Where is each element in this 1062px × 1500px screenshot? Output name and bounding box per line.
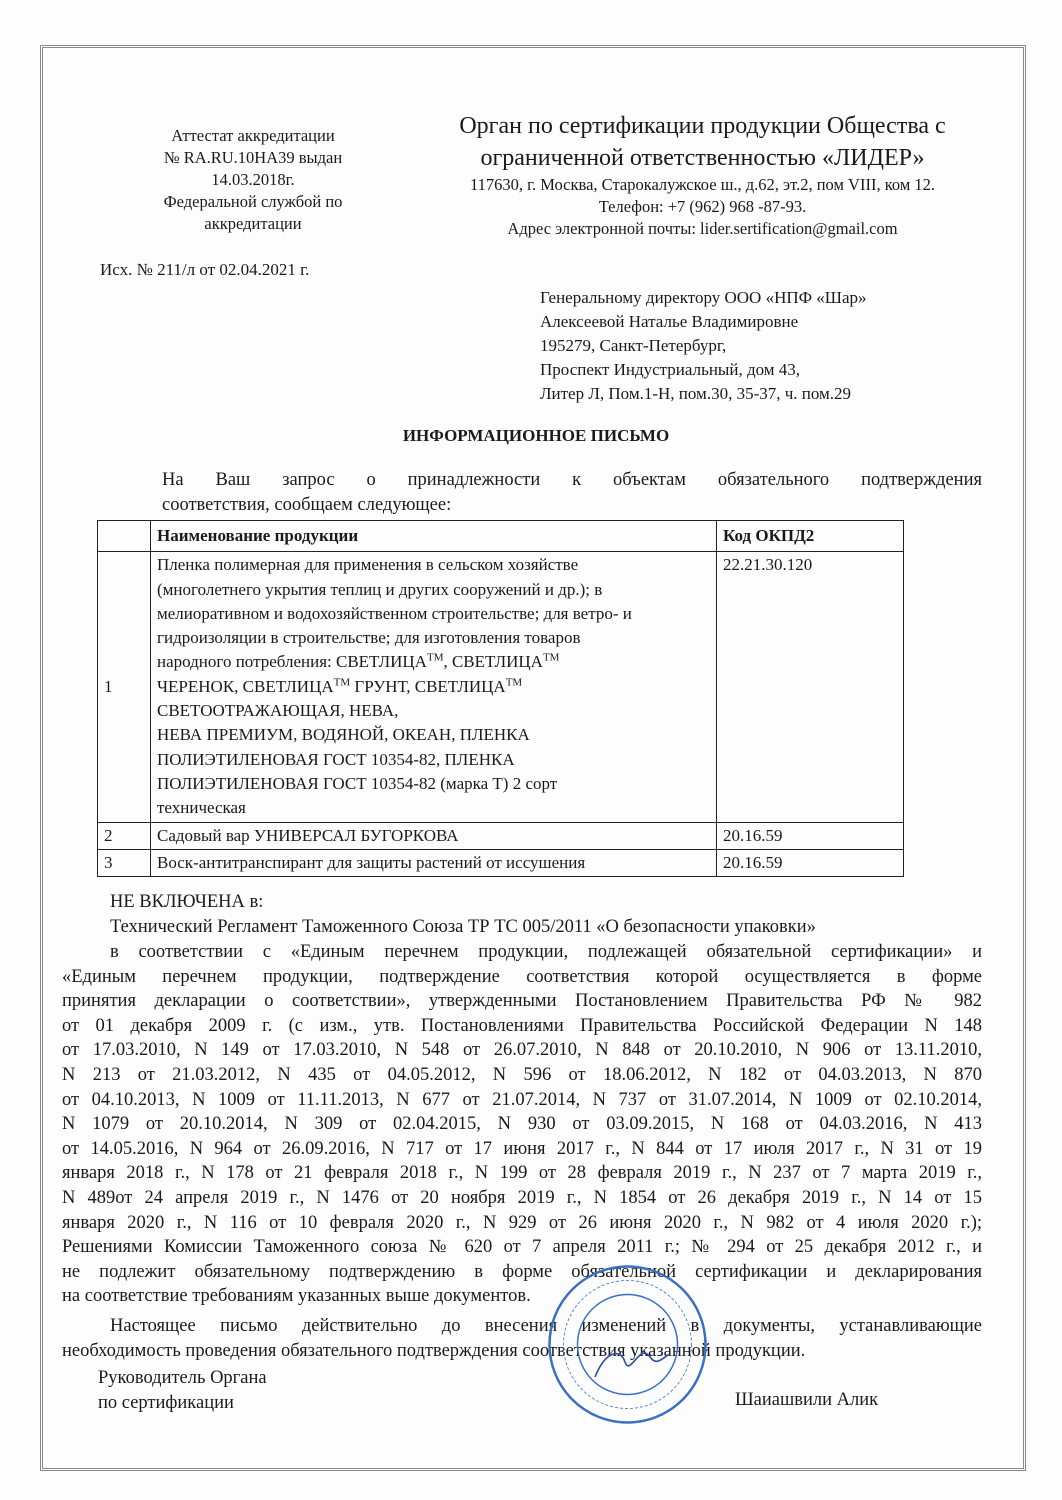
row-number: 3 bbox=[98, 849, 151, 876]
accreditation-line: Федеральной службой по bbox=[163, 192, 343, 211]
product-name-line: гидроизоляции в строительстве; для изготовления товаров bbox=[157, 628, 581, 648]
org-name: ограниченной ответственностью «ЛИДЕР» bbox=[480, 145, 925, 171]
intro-line: соответствия, сообщаем следующее: bbox=[162, 494, 452, 515]
column-header-number bbox=[98, 521, 151, 552]
product-name-line: народного потребления: СВЕТЛИЦА™, СВЕТЛИЦА™ bbox=[157, 651, 560, 672]
body-line: от 01 декабря 2009 г. (с изм., утв. Постановлениями Правительства Российской Федерации N 148 bbox=[62, 1015, 982, 1036]
body-line: принятия декларации о соответствии», утвержденными Постановлением Правительства РФ № 982 bbox=[62, 991, 982, 1012]
regulation-reference: Технический Регламент Таможенного Союза ТР ТС 005/2011 «О безопасности упаковки» bbox=[110, 917, 816, 937]
body-line: Решениями Комиссии Таможенного союза № 620 от 7 апреля 2011 г.; № 294 от 25 декабря 2012 г., и bbox=[62, 1237, 982, 1258]
product-name-line: ПОЛИЭТИЛЕНОВАЯ ГОСТ 10354-82, ПЛЕНКА bbox=[157, 749, 515, 769]
table-header-row bbox=[98, 521, 904, 552]
accreditation-line: № RA.RU.10НА39 выдан bbox=[163, 148, 343, 167]
role-line: Руководитель Органа bbox=[98, 1368, 267, 1388]
product-name-line: (многолетнего укрытия теплиц и других сооружений и др.); в bbox=[157, 579, 603, 599]
validity-line: Настоящее письмо действительно до внесения изменений в документы, устанавливающие bbox=[110, 1316, 982, 1336]
body-line: января 2018 г., N 178 от 21 февраля 2018 г., N 199 от 28 февраля 2019 г., N 237 от 7 марта 2019 г., bbox=[62, 1163, 982, 1184]
product-name-line: СВЕТООТРАЖАЮЩАЯ, НЕВА, bbox=[157, 701, 399, 721]
accreditation-line: Аттестат аккредитации bbox=[171, 126, 335, 145]
table-row bbox=[98, 822, 904, 849]
recipient-line: Проспект Индустриальный, дом 43, bbox=[540, 360, 801, 379]
product-code: 20.16.59 bbox=[717, 822, 904, 849]
body-line: от 14.05.2016, N 964 от 26.09.2016, N 717 от 17 июня 2017 г., N 844 от 17 июля 2017 г., N 31 от 19 bbox=[62, 1138, 982, 1159]
body-line: N 213 от 21.03.2012, N 435 от 04.05.2012, N 596 от 18.06.2012, N 182 от 04.03.2013, N 870 bbox=[62, 1064, 982, 1085]
accreditation-line: 14.03.2018г. bbox=[211, 170, 295, 189]
body-line: января 2020 г., N 116 от 10 февраля 2020 г., N 929 от 26 июня 2020 г., N 982 от 4 июля 2020 г.); bbox=[62, 1212, 982, 1233]
recipient-line: Алексеевой Наталье Владимировне bbox=[540, 312, 799, 331]
signatory-name: Шаиашвили Алик bbox=[735, 1390, 879, 1410]
table-row bbox=[98, 552, 904, 822]
body-line: на соответствие требованиям указанных выше документов. bbox=[62, 1286, 531, 1307]
product-name-line: ПОЛИЭТИЛЕНОВАЯ ГОСТ 10354-82 (марка Т) 2 сорт bbox=[157, 773, 558, 793]
intro-line: На Ваш запрос о принадлежности к объектам обязательного подтверждения bbox=[162, 470, 982, 490]
row-number: 1 bbox=[98, 552, 151, 822]
accreditation-line: аккредитации bbox=[204, 214, 302, 233]
not-included-label: НЕ ВКЛЮЧЕНА в: bbox=[110, 892, 264, 912]
product-name: Воск-антитранспирант для защиты растений от иссушения bbox=[151, 849, 717, 876]
letter-title: ИНФОРМАЦИОННОЕ ПИСЬМО bbox=[402, 426, 670, 445]
products-table bbox=[97, 520, 904, 877]
role-line: по сертификации bbox=[98, 1392, 234, 1413]
validity-line: необходимость проведения обязательного подтверждения соответствия указанной продукции. bbox=[62, 1340, 806, 1361]
org-address: 117630, г. Москва, Старокалужское ш., д.62, эт.2, пом VIII, ком 12. bbox=[469, 175, 936, 194]
organization-header bbox=[430, 110, 975, 240]
recipient-line: Литер Л, Пом.1-Н, пом.30, 35-37, ч. пом.29 bbox=[540, 384, 852, 403]
product-name-line: НЕВА ПРЕМИУМ, ВОДЯНОЙ, ОКЕАН, ПЛЕНКА bbox=[157, 725, 530, 745]
body-line: не подлежит обязательному подтверждению в форме обязательной сертификации и декларирования bbox=[62, 1261, 982, 1282]
recipient-line: Генеральному директору ООО «НПФ «Шар» bbox=[540, 288, 867, 307]
product-name-line: техническая bbox=[157, 798, 246, 818]
body-line: от 04.10.2013, N 1009 от 11.11.2013, N 677 от 21.07.2014, N 737 от 31.07.2014, N 1009 от 02.10.2014, bbox=[62, 1089, 982, 1110]
product-name-line: мелиоративном и водохозяйственном строительстве; для ветро- и bbox=[157, 603, 632, 623]
org-email: Адрес электронной почты: lider.sertification@gmail.com bbox=[507, 219, 898, 238]
recipient-line: 195279, Санкт-Петербург, bbox=[540, 336, 727, 355]
column-header-product: Наименование продукции bbox=[151, 521, 717, 552]
signatory-role bbox=[98, 1366, 267, 1415]
body-line: «Единым перечнем продукции, подтверждение соответствия которой осуществляется в форме bbox=[62, 966, 982, 987]
org-phone: Телефон: +7 (962) 968 -87-93. bbox=[598, 197, 807, 216]
product-code: 20.16.59 bbox=[717, 849, 904, 876]
body-line: N 489от 24 апреля 2019 г., N 1476 от 20 ноября 2019 г., N 1854 от 26 декабря 2019 г., N 14 от 15 bbox=[62, 1187, 982, 1208]
product-name-line: Пленка полимерная для применения в сельском хозяйстве bbox=[157, 555, 579, 575]
body-paragraph bbox=[62, 940, 982, 1309]
intro bbox=[162, 468, 982, 517]
column-header-code: Код ОКПД2 bbox=[717, 521, 904, 552]
body-line: в соответствии с «Единым перечнем продукции, подлежащей обязательной сертификации» и bbox=[110, 942, 982, 962]
recipient-block bbox=[540, 286, 867, 406]
org-name: Орган по сертификации продукции Общества с bbox=[459, 113, 946, 139]
body-line: от 17.03.2010, N 149 от 17.03.2010, N 548 от 26.07.2010, N 848 от 20.10.2010, N 906 от 13.11.2010, bbox=[62, 1040, 982, 1061]
outgoing-reference: Исх. № 211/л от 02.04.2021 г. bbox=[100, 260, 310, 279]
product-name-line: ЧЕРЕНОК, СВЕТЛИЦА™ ГРУНТ, СВЕТЛИЦА™ bbox=[157, 676, 523, 696]
accreditation-block bbox=[118, 125, 388, 235]
product-name: Садовый вар УНИВЕРСАЛ БУГОРКОВА bbox=[151, 822, 717, 849]
table-row bbox=[98, 849, 904, 876]
product-name bbox=[151, 552, 717, 822]
validity-paragraph bbox=[62, 1314, 982, 1363]
row-number: 2 bbox=[98, 822, 151, 849]
body-line: N 1079 от 20.10.2014, N 309 от 02.04.2015, N 930 от 03.09.2015, N 168 от 04.03.2016, N 413 bbox=[62, 1114, 982, 1135]
product-code: 22.21.30.120 bbox=[717, 552, 904, 822]
